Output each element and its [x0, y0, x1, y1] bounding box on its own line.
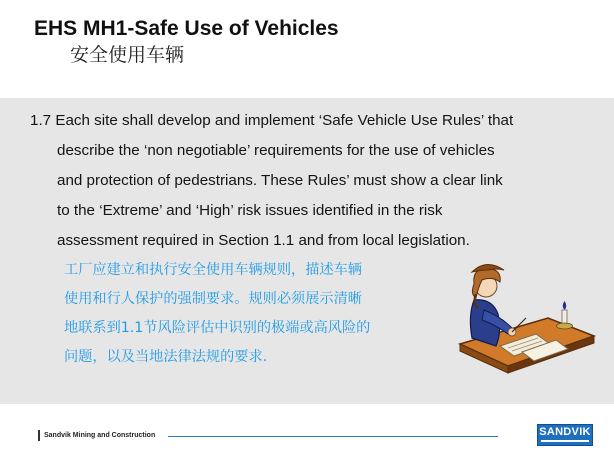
english-paragraph: [30, 106, 595, 256]
sandvik-logo: [537, 424, 593, 446]
slide-title: EHS MH1-Safe Use of Vehicles: [34, 17, 339, 40]
logo-text: SANDVIK: [539, 426, 591, 438]
english-line: 1.7 Each site shall develop and implement ‘Safe Vehicle Use Rules’ that: [30, 112, 514, 129]
chinese-line: 使用和行人保护的强制要求。规则必须展示清晰: [64, 291, 362, 307]
footer-separator: [38, 430, 40, 441]
footer-rule: [168, 436, 498, 437]
footer-company: Sandvik Mining and Construction: [44, 432, 156, 439]
chinese-line: 地联系到1.1节风险评估中识别的极端或高风险的: [64, 320, 371, 336]
chinese-line: 问题，以及当地法律法规的要求.: [64, 349, 268, 365]
english-line: to the ‘Extreme’ and ‘High’ risk issues identified in the risk: [57, 202, 443, 219]
chinese-paragraph: [64, 256, 454, 372]
title-block: [34, 16, 339, 68]
english-line: describe the ‘non negotiable’ requirements for the use of vehicles: [57, 142, 495, 159]
english-line: assessment required in Section 1.1 and from local legislation.: [57, 232, 470, 249]
logo-stripe: [541, 440, 589, 442]
writer-at-desk-illustration: [452, 254, 600, 374]
slide-subtitle-chinese: 安全使用车辆: [70, 44, 185, 66]
chinese-line: 工厂应建立和执行安全使用车辆规则，描述车辆: [64, 262, 362, 278]
english-line: and protection of pedestrians. These Rules’ must show a clear link: [57, 172, 503, 189]
